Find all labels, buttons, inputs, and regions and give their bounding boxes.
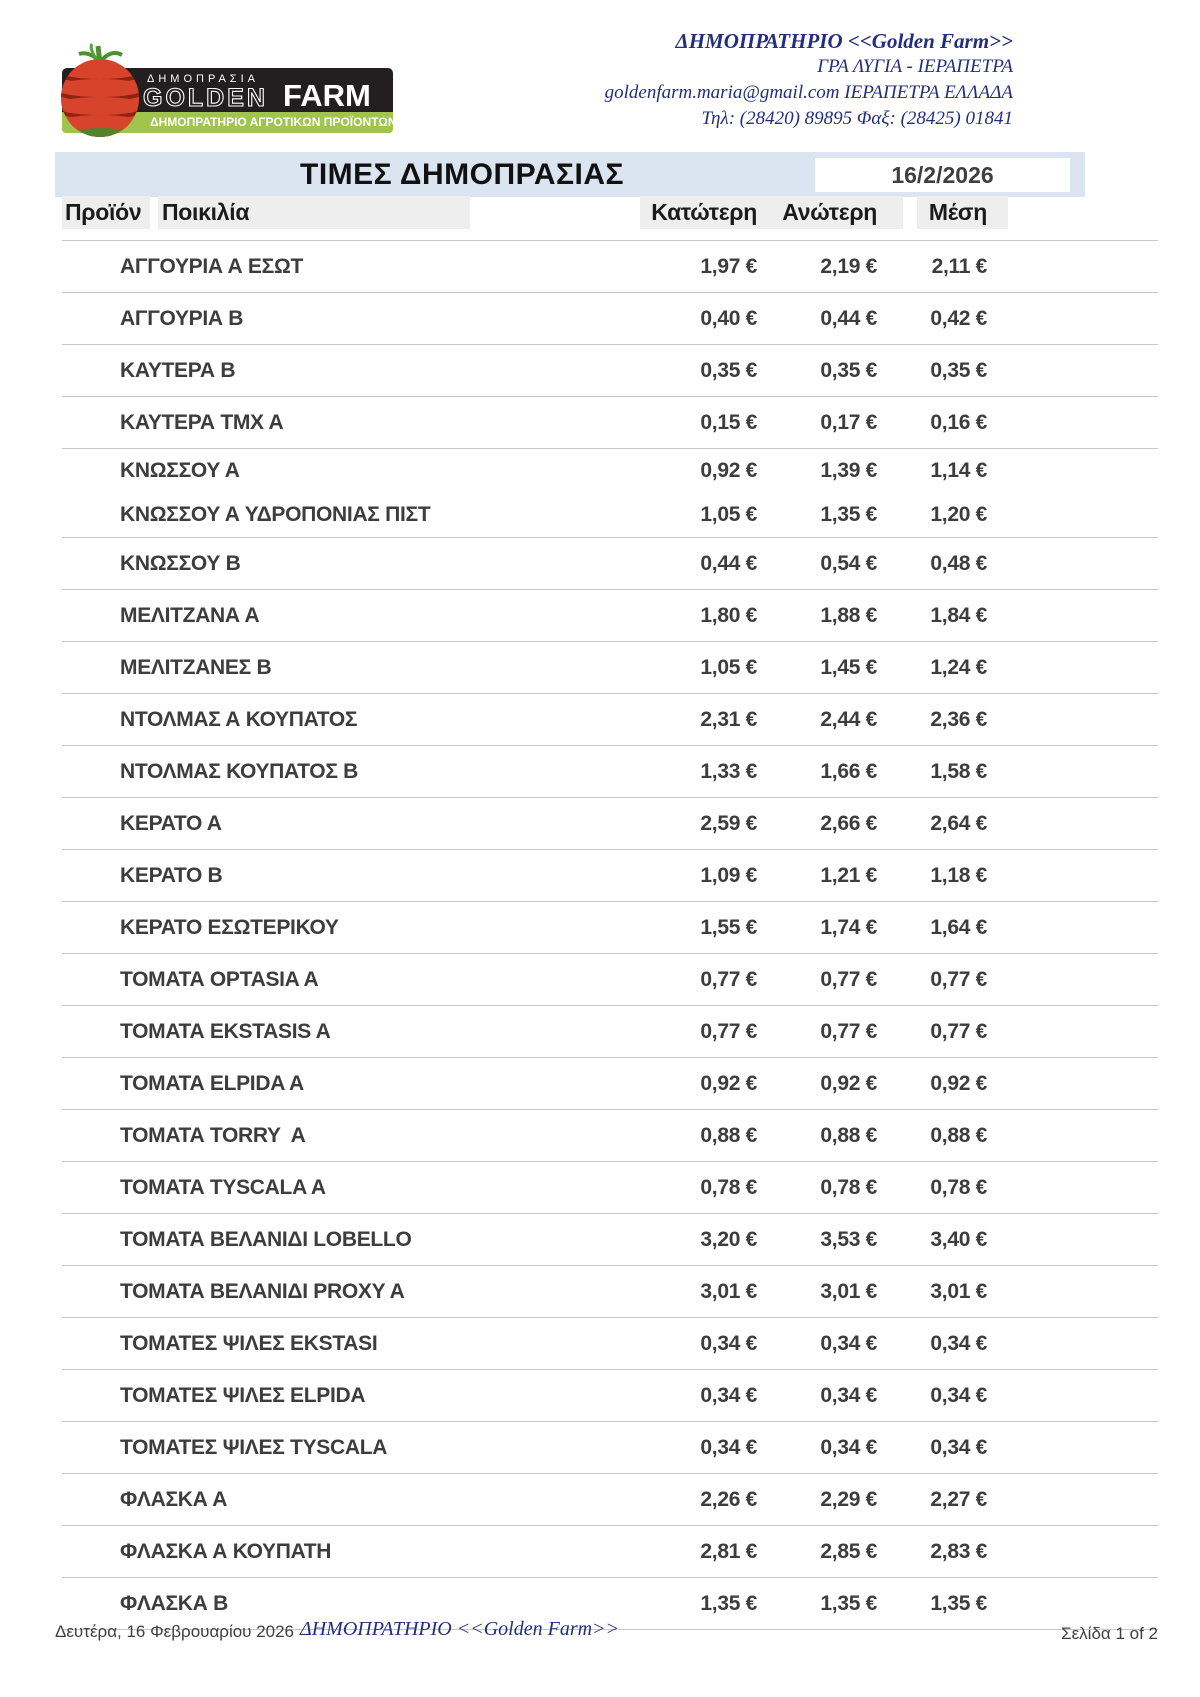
footer-brand: ΔΗΜΟΠΡΑΤΗΡΙΟ <<Golden Farm>> — [300, 1618, 620, 1640]
contact-phone-fax: Τηλ: (28420) 89895 Φαξ: (28425) 01841 — [701, 108, 1013, 129]
variety-cell: ΚΕΡΑΤΟ Β — [120, 863, 223, 887]
avg-price-cell: 0,77 € — [930, 1019, 987, 1043]
avg-price-cell: 0,34 € — [930, 1383, 987, 1407]
avg-price-cell: 1,24 € — [930, 655, 987, 679]
avg-price-cell: 1,20 € — [930, 502, 987, 526]
high-price-cell: 2,66 € — [820, 811, 877, 835]
variety-cell: ΤΟΜΑΤΕΣ ΨΙΛΕΣ EKSTASI — [120, 1331, 378, 1355]
low-price-cell: 0,77 € — [700, 1019, 757, 1043]
table-row — [62, 1473, 1158, 1525]
variety-cell: ΤΟΜΑΤΕΣ ΨΙΛΕΣ TYSCALA — [120, 1435, 388, 1459]
variety-cell: ΤΟΜΑΤΑ EKSTASIS A — [120, 1019, 331, 1043]
golden-farm-logo — [55, 40, 400, 140]
high-price-cell: 2,44 € — [820, 707, 877, 731]
table-row — [62, 1005, 1158, 1057]
low-price-cell: 0,92 € — [700, 458, 757, 482]
column-header-low: Κατώτερη — [651, 199, 757, 225]
table-row — [62, 537, 1158, 589]
high-price-cell: 0,34 € — [820, 1331, 877, 1355]
high-price-cell: 1,35 € — [820, 502, 877, 526]
low-price-cell: 1,05 € — [700, 502, 757, 526]
avg-price-cell: 0,34 € — [930, 1331, 987, 1355]
column-header-high: Ανώτερη — [782, 199, 877, 225]
low-price-cell: 1,55 € — [700, 915, 757, 939]
avg-price-cell: 1,14 € — [930, 458, 987, 482]
variety-cell: ΦΛΑΣΚΑ Α — [120, 1487, 228, 1511]
variety-cell: ΚΝΩΣΣΟΥ Β — [120, 551, 241, 575]
avg-price-cell: 0,16 € — [930, 410, 987, 434]
table-row — [62, 1317, 1158, 1369]
low-price-cell: 3,20 € — [700, 1227, 757, 1251]
table-row — [62, 589, 1158, 641]
avg-price-cell: 1,58 € — [930, 759, 987, 783]
contact-block — [605, 28, 1013, 132]
high-price-cell: 1,88 € — [820, 603, 877, 627]
high-price-cell: 0,92 € — [820, 1071, 877, 1095]
high-price-cell: 1,21 € — [820, 863, 877, 887]
variety-cell: ΤΟΜΑΤΑ ΒΕΛΑΝΙΔΙ LOBELLO — [120, 1227, 412, 1251]
avg-price-cell: 0,42 € — [930, 306, 987, 330]
low-price-cell: 0,35 € — [700, 358, 757, 382]
variety-cell: ΚΕΡΑΤΟ Α — [120, 811, 222, 835]
high-price-cell: 1,35 € — [820, 1591, 877, 1615]
low-price-cell: 0,77 € — [700, 967, 757, 991]
logo-subtitle-text: ΔΗΜΟΠΡΑΤΗΡΙΟ ΑΓΡΟΤΙΚΩΝ ΠΡΟΪΟΝΤΩΝ — [150, 115, 397, 129]
avg-price-cell: 1,35 € — [930, 1591, 987, 1615]
high-price-cell: 0,44 € — [820, 306, 877, 330]
avg-price-cell: 0,48 € — [930, 551, 987, 575]
avg-price-cell: 3,40 € — [930, 1227, 987, 1251]
avg-price-cell: 1,84 € — [930, 603, 987, 627]
high-price-cell: 0,77 € — [820, 1019, 877, 1043]
table-row — [62, 344, 1158, 396]
low-price-cell: 0,88 € — [700, 1123, 757, 1147]
high-price-cell: 0,34 € — [820, 1383, 877, 1407]
avg-price-cell: 2,64 € — [930, 811, 987, 835]
table-row — [62, 745, 1158, 797]
page-title: ΤΙΜΕΣ ΔΗΜΟΠΡΑΣΙΑΣ — [300, 158, 625, 191]
table-row — [62, 797, 1158, 849]
variety-cell: ΤΟΜΑΤΑ ΒΕΛΑΝΙΔΙ PROXY A — [120, 1279, 405, 1303]
variety-cell: ΑΓΓΟΥΡΙΑ Α ΕΣΩΤ — [120, 254, 304, 278]
table-row — [62, 901, 1158, 953]
price-table — [62, 240, 1158, 1630]
avg-price-cell: 2,27 € — [930, 1487, 987, 1511]
high-price-cell: 0,88 € — [820, 1123, 877, 1147]
variety-cell: ΚΝΩΣΣΟΥ Α — [120, 458, 240, 482]
high-price-cell: 0,35 € — [820, 358, 877, 382]
table-row — [62, 1213, 1158, 1265]
variety-cell: ΜΕΛΙΤΖΑΝΕΣ Β — [120, 655, 272, 679]
variety-cell: ΤΟΜΑΤΕΣ ΨΙΛΕΣ ELPIDA — [120, 1383, 366, 1407]
variety-cell: ΚΕΡΑΤΟ ΕΣΩΤΕΡΙΚΟΥ — [120, 915, 339, 939]
high-price-cell: 3,53 € — [820, 1227, 877, 1251]
variety-cell: ΝΤΟΛΜΑΣ ΚΟΥΠΑΤΟΣ Β — [120, 759, 359, 783]
table-row — [62, 396, 1158, 448]
contact-location: ΓΡΑ ΛΥΓΙΑ - ΙΕΡΑΠΕΤΡΑ — [817, 56, 1013, 77]
low-price-cell: 0,40 € — [700, 306, 757, 330]
avg-price-cell: 0,34 € — [930, 1435, 987, 1459]
table-row — [62, 292, 1158, 344]
variety-cell: ΚΑΥΤΕΡΑ ΤΜΧ Α — [120, 410, 284, 434]
table-row — [62, 1369, 1158, 1421]
footer-page-number: Σελίδα 1 of 2 — [1061, 1624, 1158, 1643]
high-price-cell: 1,66 € — [820, 759, 877, 783]
high-price-cell: 1,39 € — [820, 458, 877, 482]
date-box: 16/2/2026 — [815, 158, 1070, 192]
avg-price-cell: 0,77 € — [930, 967, 987, 991]
avg-price-cell: 2,83 € — [930, 1539, 987, 1563]
avg-price-cell: 2,11 € — [931, 254, 987, 278]
high-price-cell: 2,29 € — [820, 1487, 877, 1511]
low-price-cell: 2,26 € — [700, 1487, 757, 1511]
variety-cell: ΤΟΜΑΤΑ OPTASIA A — [120, 967, 319, 991]
avg-price-cell: 1,64 € — [930, 915, 987, 939]
variety-cell: ΚΝΩΣΣΟΥ Α ΥΔΡΟΠΟΝΙΑΣ ΠΙΣΤ — [120, 502, 431, 526]
low-price-cell: 1,05 € — [700, 655, 757, 679]
table-row — [62, 693, 1158, 745]
low-price-cell: 1,33 € — [700, 759, 757, 783]
table-row — [62, 849, 1158, 901]
low-price-cell: 1,80 € — [700, 603, 757, 627]
table-row — [62, 953, 1158, 1005]
high-price-cell: 0,77 € — [820, 967, 877, 991]
avg-price-cell: 0,88 € — [930, 1123, 987, 1147]
low-price-cell: 0,34 € — [700, 1435, 757, 1459]
table-row — [62, 1525, 1158, 1577]
low-price-cell: 2,31 € — [700, 707, 757, 731]
low-price-cell: 0,44 € — [700, 551, 757, 575]
high-price-cell: 0,17 € — [820, 410, 877, 434]
logo-golden-text: GOLDEN — [143, 84, 268, 112]
variety-cell: ΑΓΓΟΥΡΙΑ Β — [120, 306, 244, 330]
variety-cell: ΤΟΜΑΤΑ TORRY A — [120, 1123, 306, 1147]
high-price-cell: 0,78 € — [820, 1175, 877, 1199]
high-price-cell: 2,85 € — [820, 1539, 877, 1563]
table-row — [62, 1421, 1158, 1473]
variety-cell: ΤΟΜΑΤΑ ELPIDA A — [120, 1071, 304, 1095]
high-price-cell: 3,01 € — [820, 1279, 877, 1303]
table-row — [62, 641, 1158, 693]
table-row — [62, 1265, 1158, 1317]
avg-price-cell: 3,01 € — [930, 1279, 987, 1303]
variety-cell: ΦΛΑΣΚΑ Α ΚΟΥΠΑΤΗ — [120, 1539, 332, 1563]
low-price-cell: 0,78 € — [700, 1175, 757, 1199]
low-price-cell: 3,01 € — [700, 1279, 757, 1303]
table-row — [62, 1057, 1158, 1109]
high-price-cell: 1,45 € — [820, 655, 877, 679]
low-price-cell: 2,81 € — [700, 1539, 757, 1563]
avg-price-cell: 2,36 € — [930, 707, 987, 731]
title-bar — [55, 152, 1085, 197]
contact-email-address: goldenfarm.maria@gmail.com ΙΕΡΑΠΕΤΡΑ ΕΛΛΑΔΑ — [604, 82, 1013, 103]
avg-price-cell: 0,92 € — [930, 1071, 987, 1095]
avg-price-cell: 1,18 € — [930, 863, 987, 887]
low-price-cell: 0,34 € — [700, 1331, 757, 1355]
variety-cell: ΤΟΜΑΤΑ TYSCALA A — [120, 1175, 326, 1199]
column-header-product: Προϊόν — [65, 199, 142, 225]
table-row — [62, 492, 1158, 537]
variety-cell: ΜΕΛΙΤΖΑΝΑ Α — [120, 603, 260, 627]
low-price-cell: 0,92 € — [700, 1071, 757, 1095]
table-row — [62, 448, 1158, 492]
low-price-cell: 1,97 € — [700, 254, 757, 278]
high-price-cell: 2,19 € — [820, 254, 877, 278]
low-price-cell: 0,15 € — [700, 410, 757, 434]
table-row — [62, 1109, 1158, 1161]
low-price-cell: 1,35 € — [700, 1591, 757, 1615]
contact-company-name: ΔΗΜΟΠΡΑΤΗΡΙΟ <<Golden Farm>> — [675, 29, 1013, 53]
logo-dimoprasia-text: ΔΗΜΟΠΡΑΣΙΑ — [147, 73, 260, 85]
high-price-cell: 0,54 € — [820, 551, 877, 575]
variety-cell: ΝΤΟΛΜΑΣ Α ΚΟΥΠΑΤΟΣ — [120, 707, 358, 731]
low-price-cell: 1,09 € — [700, 863, 757, 887]
column-header-avg: Μέση — [928, 199, 987, 225]
column-header-variety: Ποικιλία — [162, 199, 250, 225]
high-price-cell: 0,34 € — [820, 1435, 877, 1459]
variety-cell: ΦΛΑΣΚΑ Β — [120, 1591, 228, 1615]
table-row — [62, 240, 1158, 292]
tomato-icon — [55, 40, 147, 138]
low-price-cell: 2,59 € — [700, 811, 757, 835]
variety-cell: ΚΑΥΤΕΡΑ Β — [120, 358, 236, 382]
high-price-cell: 1,74 € — [820, 915, 877, 939]
logo-farm-text: FARM — [283, 78, 371, 113]
avg-price-cell: 0,78 € — [930, 1175, 987, 1199]
table-row — [62, 1161, 1158, 1213]
avg-price-cell: 0,35 € — [930, 358, 987, 382]
low-price-cell: 0,34 € — [700, 1383, 757, 1407]
footer-date: Δευτέρα, 16 Φεβρουαρίου 2026 — [55, 1622, 295, 1641]
